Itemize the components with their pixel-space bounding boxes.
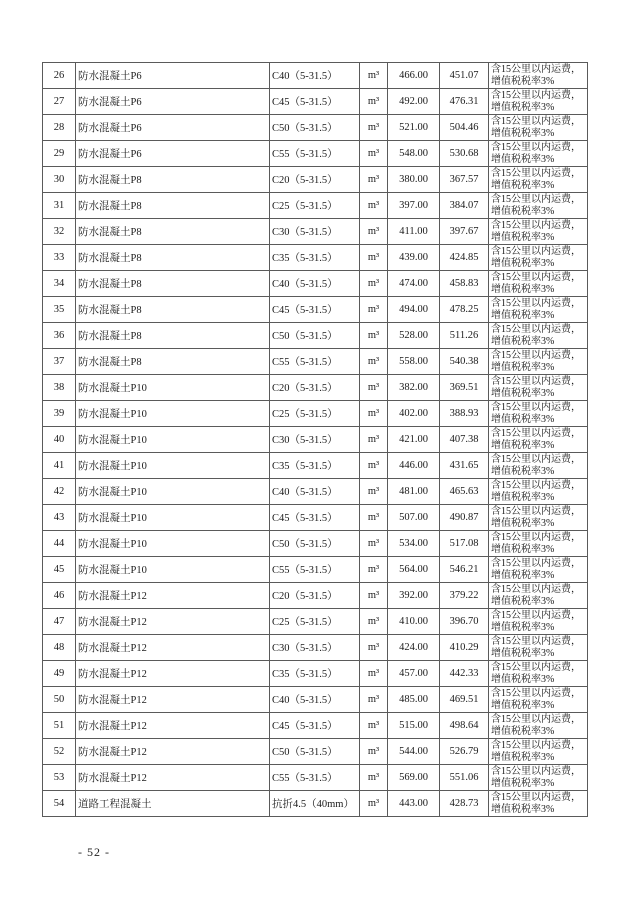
note-line-2: 增值税税率3% [491, 75, 555, 87]
note-line-1: 含15公里以内运费， [491, 194, 581, 205]
unit-cell: m³ [360, 791, 388, 817]
unit-cell: m³ [360, 297, 388, 323]
spec-cell: C55（5-31.5） [270, 557, 360, 583]
spec-cell: C45（5-31.5） [270, 713, 360, 739]
item-name-cell: 防水混凝土P8 [76, 323, 270, 349]
spec-cell: C50（5-31.5） [270, 115, 360, 141]
spec-cell: 抗折4.5（40mm） [270, 791, 360, 817]
note-cell [489, 427, 588, 453]
price-with-tax-cell: 474.00 [388, 271, 440, 297]
note-line-1: 含15公里以内运费， [491, 714, 581, 725]
note-line-1: 含15公里以内运费， [491, 532, 581, 543]
row-number-cell: 29 [43, 141, 76, 167]
unit-cell: m³ [360, 63, 388, 89]
price-without-tax-cell: 490.87 [440, 505, 489, 531]
table-row [43, 661, 588, 687]
note-line-2: 增值税税率3% [491, 673, 555, 685]
spec-cell: C45（5-31.5） [270, 505, 360, 531]
table-row [43, 453, 588, 479]
note-line-2: 增值税税率3% [491, 439, 555, 451]
unit-cell: m³ [360, 557, 388, 583]
note-cell [489, 89, 588, 115]
price-table-body [43, 63, 588, 817]
note-line-2: 增值税税率3% [491, 205, 555, 217]
item-name-cell: 防水混凝土P6 [76, 63, 270, 89]
spec-cell: C20（5-31.5） [270, 167, 360, 193]
table-row [43, 323, 588, 349]
price-with-tax-cell: 466.00 [388, 63, 440, 89]
spec-cell: C25（5-31.5） [270, 193, 360, 219]
row-number-cell: 32 [43, 219, 76, 245]
unit-cell: m³ [360, 375, 388, 401]
unit-cell: m³ [360, 687, 388, 713]
price-with-tax-cell: 507.00 [388, 505, 440, 531]
spec-cell: C35（5-31.5） [270, 453, 360, 479]
spec-cell: C55（5-31.5） [270, 349, 360, 375]
price-with-tax-cell: 402.00 [388, 401, 440, 427]
price-without-tax-cell: 478.25 [440, 297, 489, 323]
note-line-2: 增值税税率3% [491, 543, 555, 555]
spec-cell: C45（5-31.5） [270, 297, 360, 323]
price-with-tax-cell: 544.00 [388, 739, 440, 765]
row-number-cell: 37 [43, 349, 76, 375]
item-name-cell: 防水混凝土P10 [76, 375, 270, 401]
row-number-cell: 51 [43, 713, 76, 739]
price-without-tax-cell: 388.93 [440, 401, 489, 427]
note-line-2: 增值税税率3% [491, 101, 555, 113]
spec-cell: C30（5-31.5） [270, 219, 360, 245]
note-line-2: 增值税税率3% [491, 517, 555, 529]
item-name-cell: 防水混凝土P12 [76, 713, 270, 739]
price-without-tax-cell: 397.67 [440, 219, 489, 245]
price-without-tax-cell: 442.33 [440, 661, 489, 687]
unit-cell: m³ [360, 479, 388, 505]
item-name-cell: 防水混凝土P12 [76, 687, 270, 713]
note-cell [489, 245, 588, 271]
spec-cell: C35（5-31.5） [270, 245, 360, 271]
row-number-cell: 43 [43, 505, 76, 531]
price-without-tax-cell: 424.85 [440, 245, 489, 271]
price-with-tax-cell: 564.00 [388, 557, 440, 583]
item-name-cell: 防水混凝土P12 [76, 635, 270, 661]
row-number-cell: 45 [43, 557, 76, 583]
unit-cell: m³ [360, 583, 388, 609]
table-row [43, 791, 588, 817]
note-line-2: 增值税税率3% [491, 777, 555, 789]
note-cell [489, 505, 588, 531]
note-line-1: 含15公里以内运费， [491, 64, 581, 75]
price-with-tax-cell: 424.00 [388, 635, 440, 661]
row-number-cell: 49 [43, 661, 76, 687]
note-line-1: 含15公里以内运费， [491, 142, 581, 153]
price-without-tax-cell: 504.46 [440, 115, 489, 141]
note-cell [489, 349, 588, 375]
price-with-tax-cell: 397.00 [388, 193, 440, 219]
item-name-cell: 防水混凝土P10 [76, 427, 270, 453]
row-number-cell: 47 [43, 609, 76, 635]
spec-cell: C40（5-31.5） [270, 687, 360, 713]
item-name-cell: 防水混凝土P12 [76, 739, 270, 765]
table-row [43, 167, 588, 193]
item-name-cell: 防水混凝土P12 [76, 609, 270, 635]
note-line-1: 含15公里以内运费， [491, 558, 581, 569]
note-line-2: 增值税税率3% [491, 621, 555, 633]
spec-cell: C40（5-31.5） [270, 479, 360, 505]
price-with-tax-cell: 392.00 [388, 583, 440, 609]
spec-cell: C55（5-31.5） [270, 765, 360, 791]
unit-cell: m³ [360, 427, 388, 453]
unit-cell: m³ [360, 245, 388, 271]
spec-cell: C25（5-31.5） [270, 401, 360, 427]
row-number-cell: 39 [43, 401, 76, 427]
unit-cell: m³ [360, 141, 388, 167]
price-without-tax-cell: 517.08 [440, 531, 489, 557]
unit-cell: m³ [360, 167, 388, 193]
price-with-tax-cell: 534.00 [388, 531, 440, 557]
note-line-2: 增值税税率3% [491, 647, 555, 659]
item-name-cell: 防水混凝土P8 [76, 245, 270, 271]
note-line-1: 含15公里以内运费， [491, 272, 581, 283]
table-row [43, 531, 588, 557]
note-cell [489, 271, 588, 297]
note-line-2: 增值税税率3% [491, 309, 555, 321]
note-cell [489, 557, 588, 583]
unit-cell: m³ [360, 349, 388, 375]
item-name-cell: 防水混凝土P8 [76, 167, 270, 193]
table-row [43, 297, 588, 323]
unit-cell: m³ [360, 193, 388, 219]
price-without-tax-cell: 384.07 [440, 193, 489, 219]
table-row [43, 609, 588, 635]
item-name-cell: 防水混凝土P8 [76, 297, 270, 323]
item-name-cell: 防水混凝土P8 [76, 271, 270, 297]
note-line-2: 增值税税率3% [491, 699, 555, 711]
unit-cell: m³ [360, 531, 388, 557]
spec-cell: C30（5-31.5） [270, 427, 360, 453]
price-without-tax-cell: 367.57 [440, 167, 489, 193]
note-cell [489, 323, 588, 349]
unit-cell: m³ [360, 635, 388, 661]
item-name-cell: 防水混凝土P10 [76, 401, 270, 427]
item-name-cell: 防水混凝土P8 [76, 349, 270, 375]
price-without-tax-cell: 369.51 [440, 375, 489, 401]
table-row [43, 765, 588, 791]
note-line-1: 含15公里以内运费， [491, 168, 581, 179]
note-line-1: 含15公里以内运费， [491, 298, 581, 309]
note-cell [489, 687, 588, 713]
row-number-cell: 50 [43, 687, 76, 713]
note-line-2: 增值税税率3% [491, 335, 555, 347]
note-line-1: 含15公里以内运费， [491, 662, 581, 673]
note-cell [489, 765, 588, 791]
item-name-cell: 防水混凝土P12 [76, 661, 270, 687]
price-with-tax-cell: 485.00 [388, 687, 440, 713]
item-name-cell: 防水混凝土P10 [76, 557, 270, 583]
note-cell [489, 531, 588, 557]
note-line-1: 含15公里以内运费， [491, 740, 581, 751]
note-line-1: 含15公里以内运费， [491, 116, 581, 127]
note-line-1: 含15公里以内运费， [491, 766, 581, 777]
row-number-cell: 53 [43, 765, 76, 791]
note-line-2: 增值税税率3% [491, 231, 555, 243]
price-with-tax-cell: 443.00 [388, 791, 440, 817]
row-number-cell: 28 [43, 115, 76, 141]
note-cell [489, 609, 588, 635]
note-cell [489, 219, 588, 245]
table-row [43, 505, 588, 531]
table-row [43, 63, 588, 89]
note-line-2: 增值税税率3% [491, 387, 555, 399]
note-line-1: 含15公里以内运费， [491, 636, 581, 647]
note-cell [489, 661, 588, 687]
unit-cell: m³ [360, 271, 388, 297]
price-with-tax-cell: 457.00 [388, 661, 440, 687]
table-row [43, 739, 588, 765]
note-cell [489, 453, 588, 479]
note-line-1: 含15公里以内运费， [491, 350, 581, 361]
note-line-2: 增值税税率3% [491, 153, 555, 165]
note-line-2: 增值税税率3% [491, 361, 555, 373]
spec-cell: C40（5-31.5） [270, 63, 360, 89]
note-line-1: 含15公里以内运费， [491, 480, 581, 491]
note-cell [489, 791, 588, 817]
item-name-cell: 防水混凝土P6 [76, 141, 270, 167]
table-row [43, 583, 588, 609]
note-line-2: 增值税税率3% [491, 179, 555, 191]
price-without-tax-cell: 546.21 [440, 557, 489, 583]
item-name-cell: 防水混凝土P10 [76, 505, 270, 531]
price-table [42, 62, 588, 817]
row-number-cell: 26 [43, 63, 76, 89]
spec-cell: C20（5-31.5） [270, 583, 360, 609]
table-row [43, 245, 588, 271]
note-cell [489, 739, 588, 765]
table-row [43, 427, 588, 453]
table-row [43, 687, 588, 713]
note-line-2: 增值税税率3% [491, 725, 555, 737]
item-name-cell: 防水混凝土P8 [76, 193, 270, 219]
unit-cell: m³ [360, 453, 388, 479]
item-name-cell: 道路工程混凝土 [76, 791, 270, 817]
price-without-tax-cell: 511.26 [440, 323, 489, 349]
item-name-cell: 防水混凝土P8 [76, 219, 270, 245]
price-without-tax-cell: 465.63 [440, 479, 489, 505]
note-line-1: 含15公里以内运费， [491, 324, 581, 335]
table-row [43, 713, 588, 739]
row-number-cell: 30 [43, 167, 76, 193]
note-cell [489, 63, 588, 89]
note-line-1: 含15公里以内运费， [491, 90, 581, 101]
row-number-cell: 40 [43, 427, 76, 453]
unit-cell: m³ [360, 219, 388, 245]
price-without-tax-cell: 540.38 [440, 349, 489, 375]
price-without-tax-cell: 431.65 [440, 453, 489, 479]
spec-cell: C50（5-31.5） [270, 531, 360, 557]
price-without-tax-cell: 396.70 [440, 609, 489, 635]
table-row [43, 557, 588, 583]
table-row [43, 479, 588, 505]
price-without-tax-cell: 407.38 [440, 427, 489, 453]
item-name-cell: 防水混凝土P10 [76, 479, 270, 505]
row-number-cell: 46 [43, 583, 76, 609]
note-line-1: 含15公里以内运费， [491, 428, 581, 439]
note-line-1: 含15公里以内运费， [491, 506, 581, 517]
price-with-tax-cell: 548.00 [388, 141, 440, 167]
unit-cell: m³ [360, 739, 388, 765]
note-line-1: 含15公里以内运费， [491, 584, 581, 595]
price-with-tax-cell: 558.00 [388, 349, 440, 375]
table-row [43, 141, 588, 167]
unit-cell: m³ [360, 609, 388, 635]
table-row [43, 89, 588, 115]
note-line-1: 含15公里以内运费， [491, 402, 581, 413]
note-line-2: 增值税税率3% [491, 569, 555, 581]
spec-cell: C40（5-31.5） [270, 271, 360, 297]
row-number-cell: 44 [43, 531, 76, 557]
note-cell [489, 141, 588, 167]
price-without-tax-cell: 469.51 [440, 687, 489, 713]
price-with-tax-cell: 481.00 [388, 479, 440, 505]
row-number-cell: 38 [43, 375, 76, 401]
note-cell [489, 583, 588, 609]
price-with-tax-cell: 411.00 [388, 219, 440, 245]
row-number-cell: 33 [43, 245, 76, 271]
spec-cell: C30（5-31.5） [270, 635, 360, 661]
page-number: - 52 - [78, 845, 110, 859]
spec-cell: C55（5-31.5） [270, 141, 360, 167]
note-line-1: 含15公里以内运费， [491, 376, 581, 387]
price-with-tax-cell: 380.00 [388, 167, 440, 193]
table-row [43, 115, 588, 141]
note-line-2: 增值税税率3% [491, 803, 555, 815]
item-name-cell: 防水混凝土P12 [76, 765, 270, 791]
table-row [43, 401, 588, 427]
note-cell [489, 401, 588, 427]
table-row [43, 349, 588, 375]
spec-cell: C45（5-31.5） [270, 89, 360, 115]
item-name-cell: 防水混凝土P12 [76, 583, 270, 609]
price-with-tax-cell: 528.00 [388, 323, 440, 349]
spec-cell: C25（5-31.5） [270, 609, 360, 635]
note-line-2: 增值税税率3% [491, 465, 555, 477]
note-line-2: 增值税税率3% [491, 283, 555, 295]
row-number-cell: 48 [43, 635, 76, 661]
price-without-tax-cell: 458.83 [440, 271, 489, 297]
item-name-cell: 防水混凝土P10 [76, 453, 270, 479]
unit-cell: m³ [360, 765, 388, 791]
row-number-cell: 54 [43, 791, 76, 817]
note-line-2: 增值税税率3% [491, 491, 555, 503]
note-line-2: 增值税税率3% [491, 595, 555, 607]
spec-cell: C50（5-31.5） [270, 739, 360, 765]
note-line-1: 含15公里以内运费， [491, 610, 581, 621]
price-without-tax-cell: 530.68 [440, 141, 489, 167]
unit-cell: m³ [360, 89, 388, 115]
note-line-2: 增值税税率3% [491, 127, 555, 139]
item-name-cell: 防水混凝土P10 [76, 531, 270, 557]
row-number-cell: 35 [43, 297, 76, 323]
table-row [43, 635, 588, 661]
table-row [43, 193, 588, 219]
item-name-cell: 防水混凝土P6 [76, 89, 270, 115]
spec-cell: C20（5-31.5） [270, 375, 360, 401]
price-with-tax-cell: 569.00 [388, 765, 440, 791]
unit-cell: m³ [360, 661, 388, 687]
price-without-tax-cell: 410.29 [440, 635, 489, 661]
row-number-cell: 52 [43, 739, 76, 765]
note-cell [489, 193, 588, 219]
note-cell [489, 297, 588, 323]
spec-cell: C50（5-31.5） [270, 323, 360, 349]
unit-cell: m³ [360, 713, 388, 739]
price-without-tax-cell: 551.06 [440, 765, 489, 791]
note-line-1: 含15公里以内运费， [491, 688, 581, 699]
price-with-tax-cell: 446.00 [388, 453, 440, 479]
table-row [43, 219, 588, 245]
price-with-tax-cell: 410.00 [388, 609, 440, 635]
note-line-1: 含15公里以内运费， [491, 220, 581, 231]
note-line-1: 含15公里以内运费， [491, 792, 581, 803]
note-line-2: 增值税税率3% [491, 751, 555, 763]
note-line-1: 含15公里以内运费， [491, 246, 581, 257]
price-with-tax-cell: 439.00 [388, 245, 440, 271]
note-cell [489, 115, 588, 141]
price-without-tax-cell: 428.73 [440, 791, 489, 817]
price-without-tax-cell: 526.79 [440, 739, 489, 765]
table-row [43, 271, 588, 297]
price-without-tax-cell: 379.22 [440, 583, 489, 609]
price-with-tax-cell: 494.00 [388, 297, 440, 323]
row-number-cell: 34 [43, 271, 76, 297]
price-with-tax-cell: 421.00 [388, 427, 440, 453]
row-number-cell: 36 [43, 323, 76, 349]
unit-cell: m³ [360, 401, 388, 427]
price-with-tax-cell: 521.00 [388, 115, 440, 141]
unit-cell: m³ [360, 115, 388, 141]
note-line-2: 增值税税率3% [491, 413, 555, 425]
row-number-cell: 31 [43, 193, 76, 219]
price-without-tax-cell: 451.07 [440, 63, 489, 89]
note-cell [489, 635, 588, 661]
spec-cell: C35（5-31.5） [270, 661, 360, 687]
row-number-cell: 41 [43, 453, 76, 479]
note-line-1: 含15公里以内运费， [491, 454, 581, 465]
unit-cell: m³ [360, 505, 388, 531]
note-cell [489, 167, 588, 193]
row-number-cell: 42 [43, 479, 76, 505]
price-without-tax-cell: 498.64 [440, 713, 489, 739]
note-cell [489, 479, 588, 505]
price-with-tax-cell: 382.00 [388, 375, 440, 401]
price-without-tax-cell: 476.31 [440, 89, 489, 115]
price-with-tax-cell: 515.00 [388, 713, 440, 739]
price-with-tax-cell: 492.00 [388, 89, 440, 115]
note-cell [489, 375, 588, 401]
row-number-cell: 27 [43, 89, 76, 115]
table-row [43, 375, 588, 401]
item-name-cell: 防水混凝土P6 [76, 115, 270, 141]
note-cell [489, 713, 588, 739]
unit-cell: m³ [360, 323, 388, 349]
note-line-2: 增值税税率3% [491, 257, 555, 269]
